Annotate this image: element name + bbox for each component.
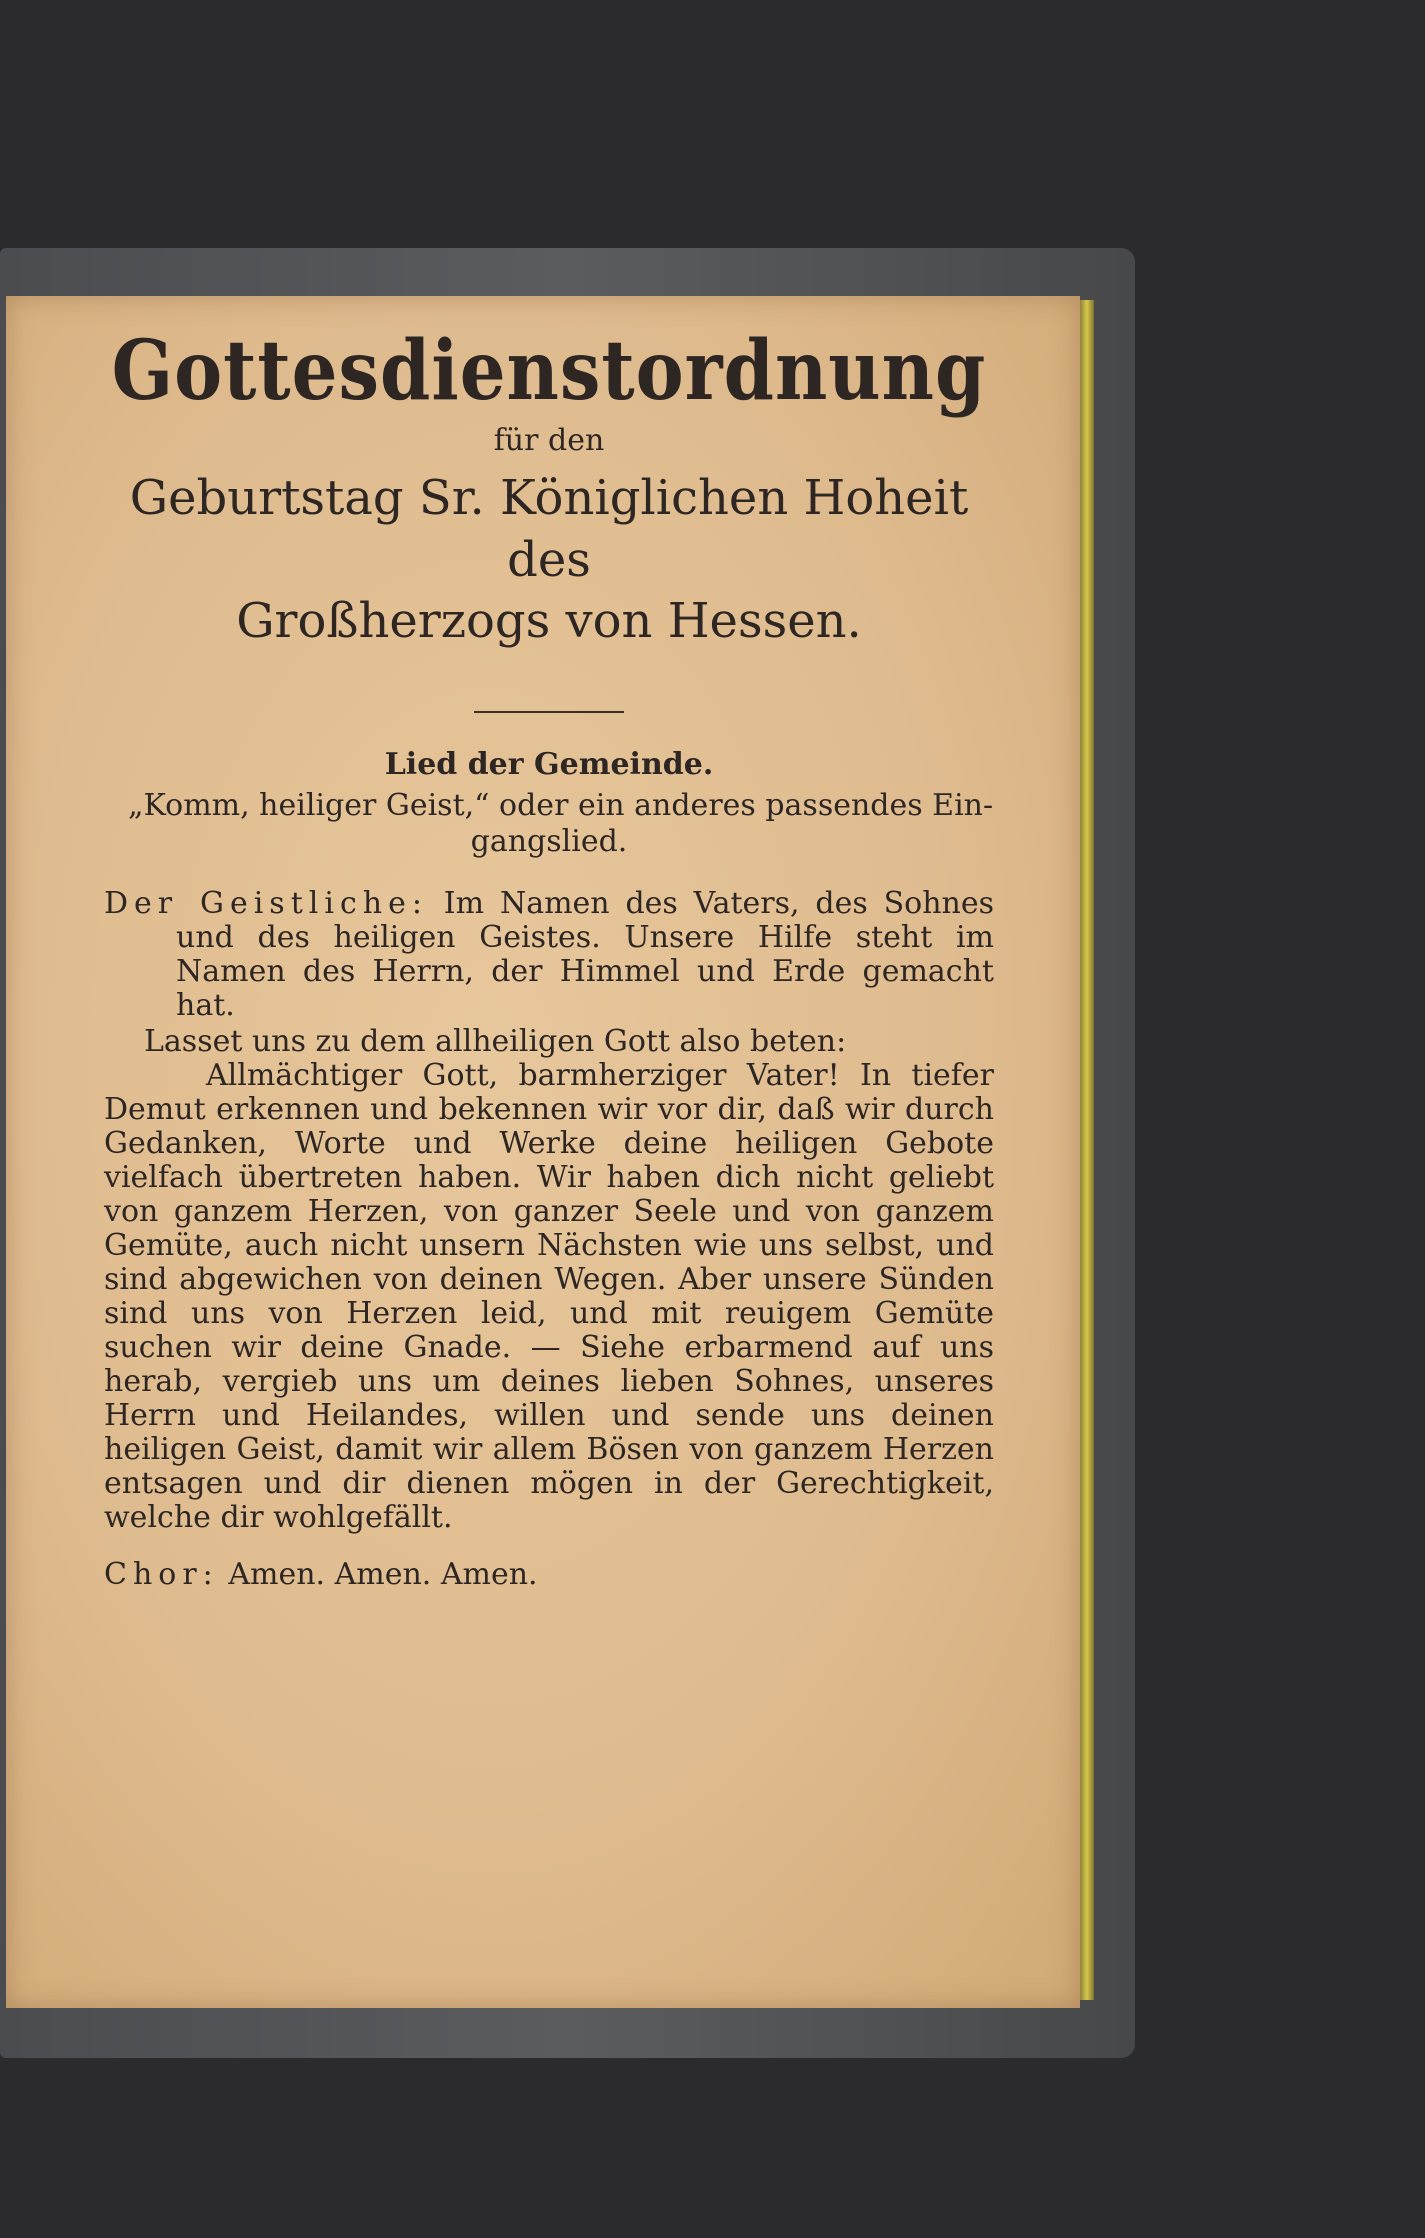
page-title: Gottesdienstordnung [111,320,987,419]
subtitle-large [104,468,994,652]
gilt-page-edge [1080,300,1094,2000]
subtitle-line-2: Großherzogs von Hessen. [236,593,862,650]
subtitle-small: für den [493,423,605,459]
speaker-paragraph [104,887,994,1023]
section-heading: Lied der Gemeinde. [384,746,714,782]
subtitle-line-1: Geburtstag Sr. Königlichen Hoheit des [129,470,969,588]
invitation-text: Lasset uns zu dem allheiligen Gott also beten: [144,1023,847,1059]
speaker-text: Im Namen des Vaters, des Sohnes und des heiligen Geistes. Unsere Hilfe steht im Namen des Herrn, der Himmel und Erde gemacht hat. [176,885,994,1023]
choir-label: Chor: [104,1556,219,1592]
choir-line [104,1557,994,1592]
page-content [104,320,994,1592]
choir-text: Amen. Amen. Amen. [228,1556,538,1592]
lied-line-2: gangslied. [470,823,628,859]
lied-line-1: „Komm, heiliger Geist,“ oder ein anderes passendes Ein- [128,787,994,823]
divider-rule [474,711,624,713]
prayer-text: Allmächtiger Gott, barmherziger Vater! In tiefer Demut erkennen und bekennen wir vor dir, daß wir durch Gedanken, Worte und Werke deine heiligen Gebote vielfach übertreten haben. Wir haben dich nicht geliebt von ganzem Herzen, von ganzer Seele und von ganzem Gemüte, auch nicht unsern Nächsten wie uns selbst, und sind abgewichen von deinen Wegen. Aber unsere Sünden sind uns von Herzen leid, und mit reuigem Gemüte suchen wir deine Gnade. — Siehe erbarmend auf uns herab, vergieb uns um deines lieben Sohnes, unseres Herrn und Heilandes, willen und sende uns deinen heiligen Geist, damit wir allem Bösen von ganzem Herzen entsagen und dir dienen mögen in der Gerechtigkeit, welche dir wohlgefällt. [104,1057,994,1535]
speaker-label: Der Geistliche: [104,885,428,921]
